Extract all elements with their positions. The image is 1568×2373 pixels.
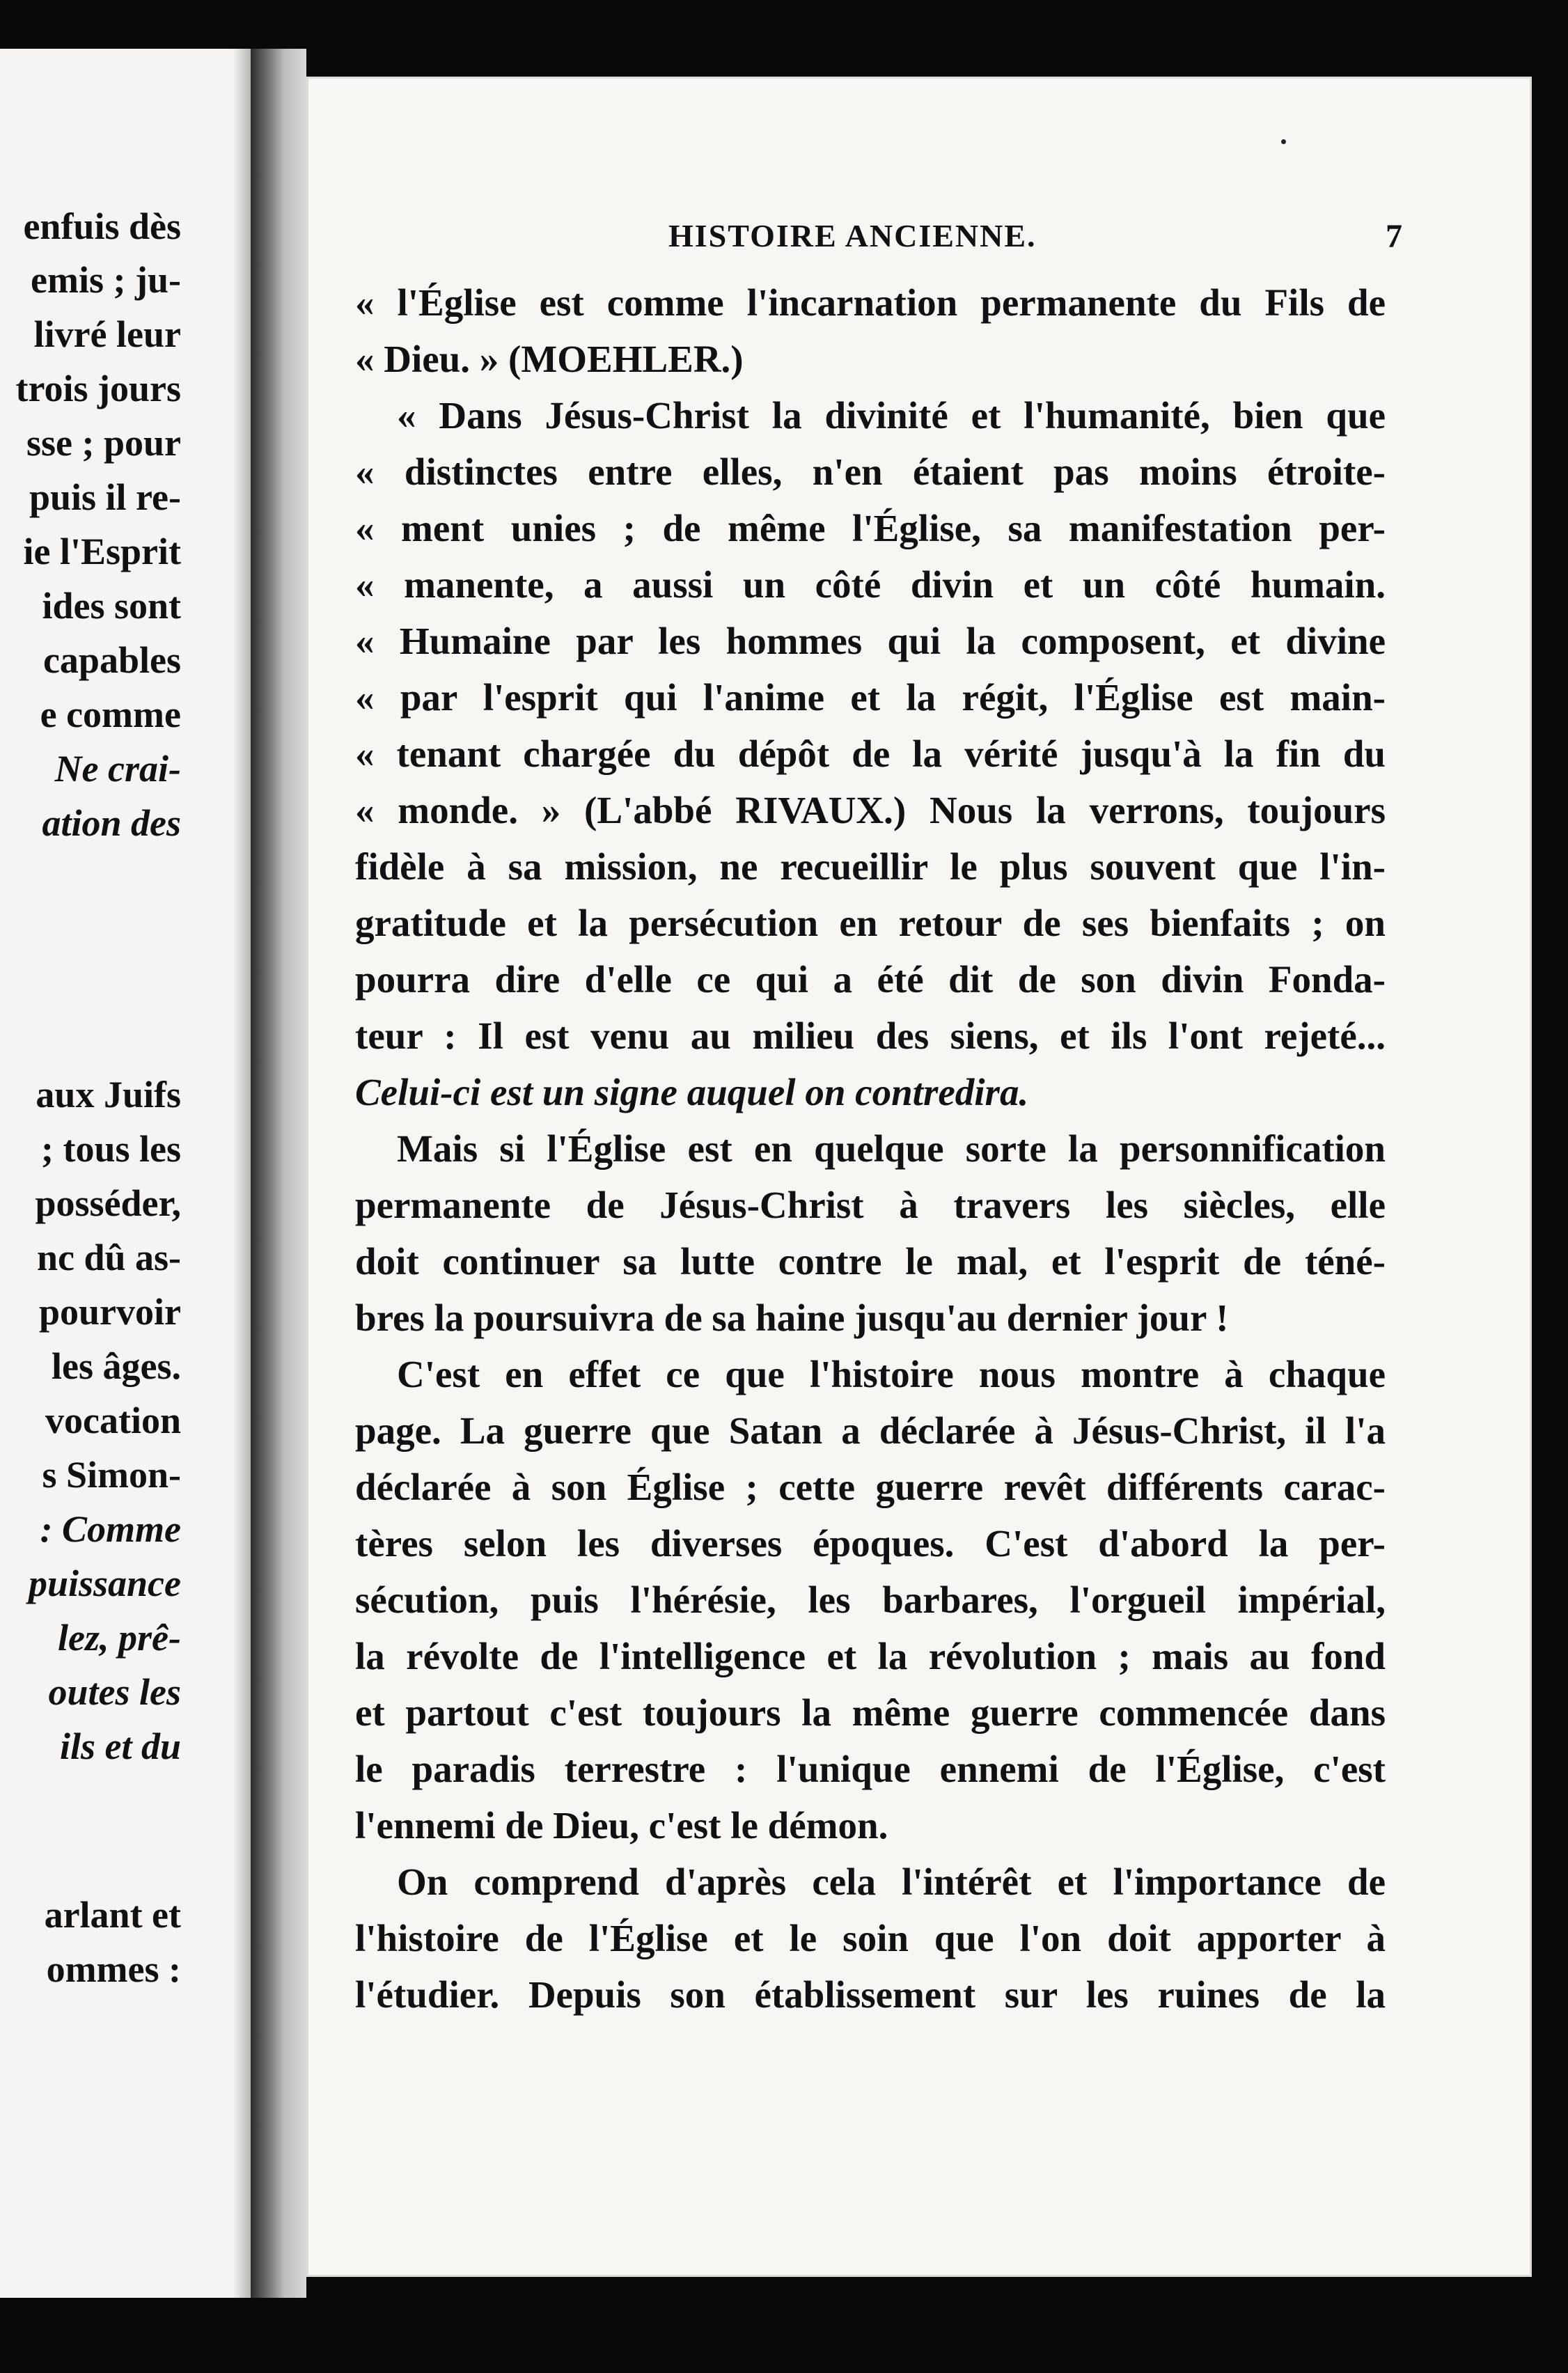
- left-page-line: e comme: [40, 694, 181, 735]
- left-page-line: aux Juifs: [36, 1074, 181, 1115]
- body-line: « par l'esprit qui l'anime et la régit, l'Église est main-: [355, 676, 1386, 719]
- body-line: « manente, a aussi un côté divin et un côté humain.: [355, 563, 1386, 606]
- body-line: page. La guerre que Satan a déclarée à Jésus-Christ, il l'a: [355, 1409, 1386, 1452]
- body-line: « Humaine par les hommes qui la composent, et divine: [355, 620, 1386, 662]
- left-page-line: capables: [42, 639, 181, 681]
- body-line: et partout c'est toujours la même guerre commencée dans: [355, 1691, 1386, 1734]
- body-line: « tenant chargée du dépôt de la vérité jusqu'à la fin du: [355, 733, 1386, 775]
- left-page-line: enfuis dès: [23, 205, 181, 247]
- left-page-line: arlant et: [44, 1894, 181, 1936]
- left-page-line: emis ; ju-: [31, 259, 181, 301]
- left-page-line: ommes :: [46, 1948, 181, 1990]
- body-line: bres la poursuivra de sa haine jusqu'au dernier jour !: [355, 1297, 1229, 1339]
- left-page-line: posséder,: [35, 1182, 181, 1224]
- body-line: « monde. » (L'abbé RIVAUX.) Nous la verrons, toujours: [355, 789, 1386, 831]
- body-line: C'est en effet ce que l'histoire nous montre à chaque: [397, 1353, 1386, 1395]
- left-page-line: nc dû as-: [36, 1237, 181, 1278]
- left-page-line: les âges.: [52, 1345, 181, 1387]
- body-line: permanente de Jésus-Christ à travers les siècles, elle: [355, 1184, 1386, 1226]
- body-line: doit continuer sa lutte contre le mal, et l'esprit de téné-: [355, 1240, 1386, 1283]
- book-spine: [251, 49, 306, 2298]
- left-page-line: puis il re-: [29, 476, 181, 518]
- body-line: fidèle à sa mission, ne recueillir le plus souvent que l'in-: [355, 845, 1386, 888]
- body-line: Celui-ci est un signe auquel on contredira.: [355, 1071, 1029, 1113]
- left-page-line: Ne crai-: [54, 748, 181, 790]
- left-page-line: ils et du: [59, 1725, 181, 1767]
- body-line: l'histoire de l'Église et le soin que l'on doit apporter à: [355, 1917, 1386, 1959]
- left-page-line: ides sont: [42, 585, 181, 627]
- page-number: 7: [1386, 218, 1402, 255]
- body-line: « Dans Jésus-Christ la divinité et l'humanité, bien que: [397, 394, 1386, 437]
- left-page-line: sse ; pour: [26, 422, 181, 464]
- body-line: « Dieu. » (MOEHLER.): [355, 338, 744, 380]
- body-line: pourra dire d'elle ce qui a été dit de son divin Fonda-: [355, 958, 1386, 1001]
- body-line: tères selon les diverses époques. C'est d'abord la per-: [355, 1522, 1386, 1565]
- left-page-line: lez, prê-: [58, 1617, 181, 1659]
- body-line: « distinctes entre elles, n'en étaient pas moins étroite-: [355, 451, 1386, 493]
- body-line: la révolte de l'intelligence et la révolution ; mais au fond: [355, 1635, 1386, 1677]
- body-line: « ment unies ; de même l'Église, sa manifestation per-: [355, 507, 1386, 549]
- gutter-shadow: [233, 49, 251, 2298]
- left-page-line: ; tous les: [41, 1128, 181, 1170]
- left-page: [0, 49, 251, 2298]
- running-head: HISTOIRE ANCIENNE.: [668, 218, 1037, 253]
- left-page-line: ie l'Esprit: [23, 531, 181, 572]
- body-line: On comprend d'après cela l'intérêt et l'importance de: [397, 1861, 1386, 1903]
- paper-speck: [1281, 139, 1286, 144]
- body-line: l'ennemi de Dieu, c'est le démon.: [355, 1804, 888, 1847]
- left-page-line: ation des: [42, 802, 181, 844]
- body-line: sécution, puis l'hérésie, les barbares, l'orgueil impérial,: [355, 1579, 1386, 1621]
- body-line: déclarée à son Église ; cette guerre revêt différents carac-: [355, 1466, 1386, 1508]
- left-page-line: s Simon-: [42, 1454, 181, 1496]
- body-line: gratitude et la persécution en retour de ses bienfaits ; on: [355, 902, 1386, 944]
- left-page-line: : Comme: [40, 1508, 181, 1550]
- right-page: [306, 77, 1532, 2277]
- body-line: Mais si l'Église est en quelque sorte la personnification: [397, 1127, 1386, 1170]
- body-line: le paradis terrestre : l'unique ennemi de l'Église, c'est: [355, 1748, 1386, 1790]
- left-page-line: outes les: [48, 1671, 181, 1713]
- body-line: l'étudier. Depuis son établissement sur les ruines de la: [355, 1973, 1386, 2016]
- left-page-line: trois jours: [15, 368, 181, 409]
- body-line: teur : Il est venu au milieu des siens, et ils l'ont rejeté...: [355, 1015, 1386, 1057]
- left-page-line: pourvoir: [38, 1291, 181, 1333]
- body-line: « l'Église est comme l'incarnation permanente du Fils de: [355, 281, 1386, 324]
- left-page-line: livré leur: [33, 313, 181, 355]
- left-page-line: vocation: [45, 1400, 181, 1441]
- left-page-line: puissance: [28, 1563, 181, 1604]
- page-header: [306, 217, 1532, 259]
